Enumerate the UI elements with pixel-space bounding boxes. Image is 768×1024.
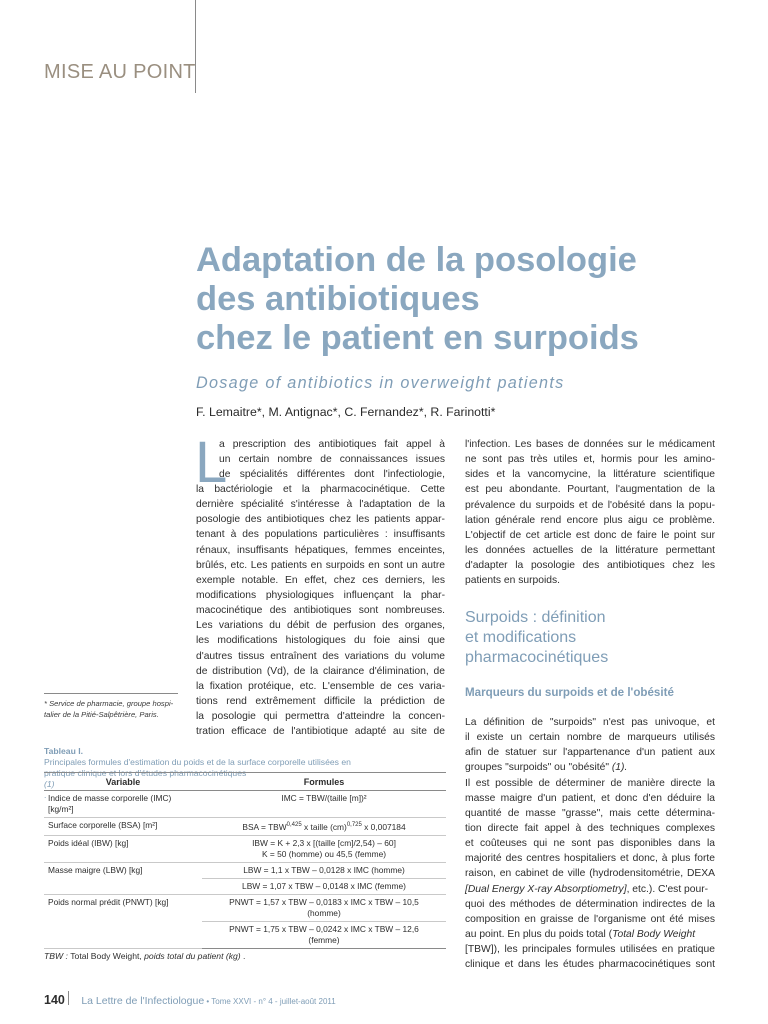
- body-line: la posologie qui permettra d'atteindre la concen-: [196, 711, 445, 723]
- dexa-term: [Dual Energy X-ray Absorptiometry]: [465, 883, 627, 895]
- body-line: les modifications histologiques du foie ainsi que: [196, 635, 445, 647]
- variable-cell: Poids normal prédit (PNWT) [kg]: [44, 894, 202, 948]
- table-note-end: .: [240, 951, 246, 961]
- body-line: masse maigre d'un patient, et donc d'en déduire la: [465, 792, 715, 804]
- body-line: Les variations du débit de perfusion des organes,: [196, 620, 445, 632]
- body-line: il existe un certain nombre de marqueurs utilisés: [465, 732, 715, 744]
- footer-divider: [68, 991, 69, 1005]
- table-note: [44, 951, 245, 961]
- column-header-formulas: Formules: [202, 773, 446, 791]
- left-column-text: [219, 437, 445, 482]
- formula-cell: LBW = 1,07 x TBW – 0,0148 x IMC (femme): [202, 878, 446, 894]
- section-heading-line: et modifications: [465, 629, 577, 646]
- affiliation-line: * Service de pharmacie, groupe hospi-: [44, 699, 174, 708]
- title-line: des antibiotiques: [196, 280, 480, 318]
- page-footer: [44, 991, 336, 1009]
- body-line: tration efficace de l'antibiotique adapté au site de: [196, 726, 445, 738]
- formula-table: [44, 772, 446, 949]
- formula-cell: IMC = TBW/(taille [m])²: [202, 791, 446, 818]
- left-column-text-continued: [196, 482, 445, 739]
- section-label: MISE AU POINT: [44, 61, 196, 83]
- journal-name: La Lettre de l'Infectiologue: [81, 995, 205, 1007]
- formula-cell: [202, 835, 446, 862]
- formula-cell: BSA = TBW$^{0,425}$ x taille (cm)$^{0,725}$ x 0,007184: [202, 818, 446, 836]
- table-row: [44, 818, 446, 836]
- affiliation-divider: [44, 693, 178, 694]
- reference: (1): [44, 779, 55, 789]
- body-line: composition en graisse de l'organisme ont été mises: [465, 913, 715, 925]
- formula-line: IBW = K + 2,3 x [(taille [cm]/2,54) – 60]: [252, 837, 396, 848]
- body-line: quantité de masse "grasse", mais cette détermina-: [465, 807, 715, 819]
- body-line: tions rend extrêmement difficile la prédiction de: [196, 695, 445, 707]
- title-line: chez le patient en surpoids: [196, 319, 639, 357]
- body-text: au point. En plus du poids total (: [465, 928, 613, 940]
- body-line: sides et la vancomycine, la littérature scientifique: [465, 469, 715, 481]
- formula-line: (femme): [308, 934, 340, 945]
- body-line: macocinétique des antibiotiques sont nombreuses.: [196, 605, 445, 617]
- body-line: [465, 760, 715, 775]
- table-note-prefix: TBW :: [44, 951, 71, 961]
- body-line: est peu abondante. Pourtant, l'augmentation de la: [465, 484, 715, 496]
- drop-cap: L: [195, 430, 228, 495]
- table-caption-end: .: [44, 790, 47, 800]
- reference: (1).: [611, 762, 628, 774]
- body-line: brûlés, etc. Les patients en surpoids en sont un autre: [196, 559, 445, 571]
- body-line: afin de statuer sur l'appartenance d'un patient aux: [465, 747, 715, 759]
- body-line: la fixation protéique, etc. L'ensemble de ces varia-: [196, 680, 445, 692]
- affiliation-line: talier de la Pitié-Salpêtrière, Paris.: [44, 709, 159, 719]
- table-row: [44, 791, 446, 818]
- article-title: [196, 241, 716, 358]
- body-line: modifications physiologiques influençant la phar-: [196, 589, 445, 601]
- formula-cell: [202, 921, 446, 948]
- table-note-italic: poids total du patient (kg): [144, 951, 241, 961]
- tbw-term: Total Body Weight: [612, 928, 696, 940]
- body-line: ne sont pas très utiles et, hormis pour les amino-: [465, 454, 715, 466]
- table-row: [44, 835, 446, 862]
- column-header-variable: Variable: [44, 773, 202, 791]
- table-row: [44, 894, 446, 921]
- right-column-body: [465, 715, 715, 972]
- subsection-heading: Marqueurs du surpoids et de l'obésité: [465, 686, 674, 699]
- body-line: exemple notable. En effet, chez ces derniers, les: [196, 574, 445, 586]
- body-line: l'infection. Les bases de données sur le médicament: [465, 439, 715, 450]
- body-line: d'autres tissus entraînent des variations du volume: [196, 650, 445, 662]
- section-heading-line: Surpoids : définition: [465, 609, 606, 626]
- formula-line: PNWT = 1,57 x TBW – 0,0183 x IMC x TBW – 10,5: [229, 896, 419, 907]
- body-line: La définition de "surpoids" n'est pas univoque, et: [465, 717, 715, 728]
- body-line: patients en surpoids.: [465, 575, 561, 587]
- table-header-row: [44, 773, 446, 791]
- formula-line: PNWT = 1,75 x TBW – 0,0242 x IMC x TBW – 12,6: [229, 923, 419, 934]
- table-row: [44, 862, 446, 878]
- body-line: les données actuelles de la littérature permettant: [465, 544, 715, 556]
- body-line: prévalence du surpoids et de l'obésité dans la popu-: [465, 499, 715, 511]
- page-number: 140: [44, 993, 65, 1007]
- journal-issue: • Tome XXVI - n° 4 - juillet-août 2011: [204, 997, 336, 1006]
- formula-line: (homme): [307, 907, 341, 918]
- body-text: , etc.). C'est pour-: [626, 883, 709, 895]
- right-column-intro: [465, 437, 715, 588]
- variable-cell: Poids idéal (IBW) [kg]: [44, 835, 202, 862]
- body-line: dernière spécialité s'intéresse à l'adaptation de la: [196, 499, 445, 511]
- body-line: de distribution (Vd), de la clairance d'élimination, de: [196, 665, 445, 677]
- table-caption-line: [44, 746, 449, 768]
- body-line: L'objectif de cet article est donc de faire le point sur: [465, 529, 715, 541]
- body-line: rénaux, insuffisants hépatiques, femmes enceintes,: [196, 544, 445, 556]
- body-line: lation générale rend encore plus aigu ce problème.: [465, 514, 715, 526]
- body-line: raison, en cabinet de ville (hydrodensitométrie, DEXA: [465, 868, 715, 880]
- variable-cell: Surface corporelle (BSA) [m²]: [44, 818, 202, 836]
- body-line: posologie des antibiotiques chez les patients appar-: [196, 514, 445, 526]
- body-line: a prescription des antibiotiques fait appel à: [219, 439, 445, 450]
- variable-cell: Masse maigre (LBW) [kg]: [44, 862, 202, 894]
- body-line: Il est possible de déterminer de manière directe la: [465, 777, 715, 789]
- title-line: Adaptation de la posologie: [196, 241, 637, 279]
- body-text: groupes "surpoids" ou "obésité": [465, 762, 612, 774]
- section-heading: [465, 608, 608, 668]
- body-line: majorité des centres hospitaliers et donc, à plus forte: [465, 853, 715, 865]
- affiliation-note: [44, 699, 184, 720]
- body-line: un certain nombre de connaissances issues: [219, 454, 445, 466]
- table-caption-text: pratique clinique et lors d'études pharmacocinétiques: [44, 768, 247, 778]
- formula-cell: [202, 894, 446, 921]
- body-line: la bactériologie et la pharmacocinétique. Cette: [196, 484, 445, 495]
- table-caption-label: Tableau I.: [44, 746, 83, 756]
- variable-cell: Indice de masse corporelle (IMC) [kg/m²]: [44, 791, 202, 818]
- body-line: quoi des méthodes de détermination indirectes de la: [465, 898, 715, 910]
- formula-line: K = 50 (homme) ou 45,5 (femme): [261, 848, 387, 859]
- body-line: et coûteuses qui ne sont pas disponibles dans la: [465, 838, 715, 850]
- body-line: [TBW]), les principales formules utilisées en pratique: [465, 944, 715, 956]
- section-heading-line: pharmacocinétiques: [465, 649, 609, 666]
- body-line: [465, 927, 715, 942]
- body-line: d'adapter la posologie des antibiotiques chez les: [465, 560, 715, 572]
- body-line: clinique et dans les études pharmacocinétiques sont: [465, 959, 715, 971]
- article-authors: F. Lemaitre*, M. Antignac*, C. Fernandez*, R. Farinotti*: [196, 405, 496, 419]
- body-line: de spécialités différentes dont l'infectiologie,: [219, 469, 445, 481]
- article-subtitle: Dosage of antibiotics in overweight patients: [196, 374, 565, 392]
- body-line: tion directe fait appel à des techniques complexes: [465, 822, 715, 834]
- formula-cell: LBW = 1,1 x TBW – 0,0128 x IMC (homme): [202, 862, 446, 878]
- body-line: [465, 882, 715, 897]
- table-note-body: Total Body Weight,: [70, 951, 145, 961]
- body-line: tenant à des populations particulières : insuffisants: [196, 529, 445, 541]
- table-caption-text: Principales formules d'estimation du poids et de la surface corporelle utilisées en: [44, 757, 351, 767]
